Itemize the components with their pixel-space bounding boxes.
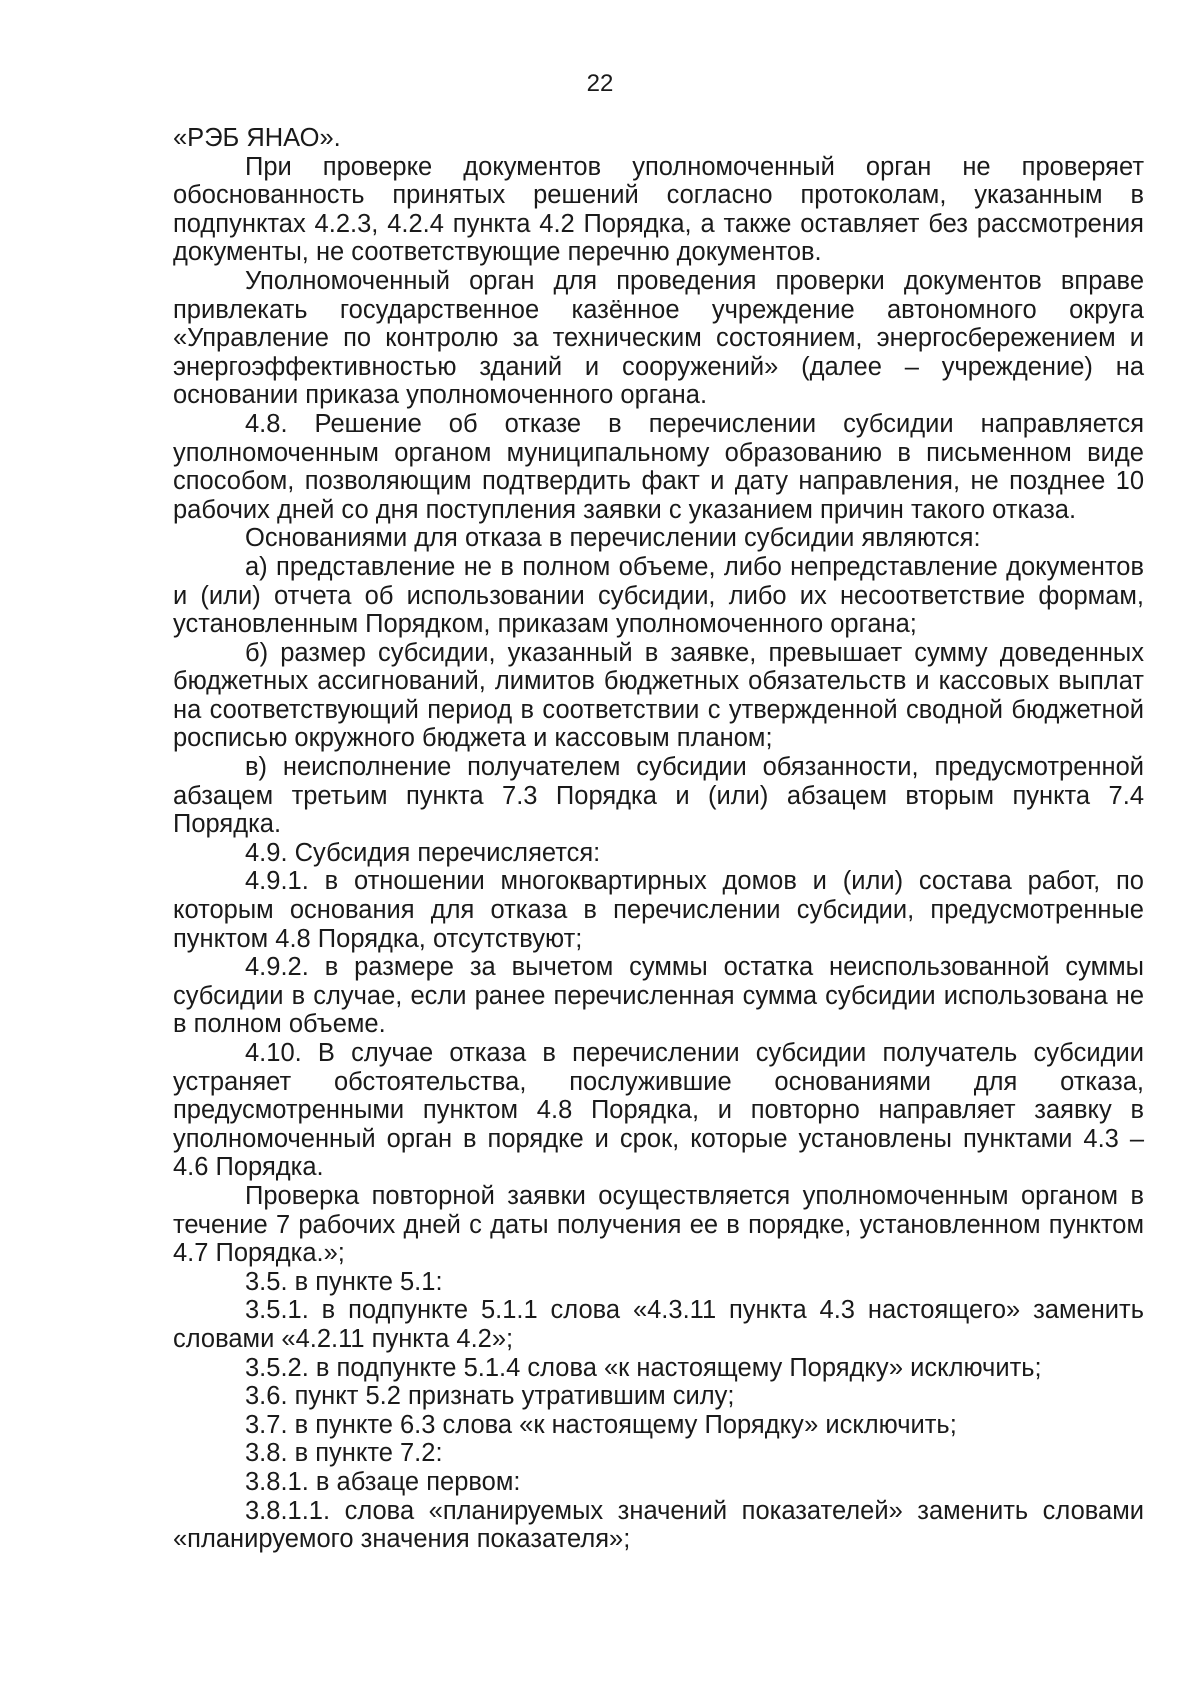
- paragraph-repeat-check: Проверка повторной заявки осуществляется уполномоченным органом в течение 7 рабочих дней с даты получения ее в порядке, установленном пунктом 4.7 Порядка.»;: [173, 1181, 1144, 1268]
- paragraph-4-9-2: 4.9.2. в размере за вычетом суммы остатка неиспользованной суммы субсидии в случае, если ранее перечисленная сумма субсидии использована не в полном объеме.: [173, 953, 1144, 1039]
- page-number: 22: [586, 70, 614, 97]
- paragraph-4-9: 4.9. Субсидия перечисляется:: [245, 838, 601, 867]
- paragraph-4-9-1: 4.9.1. в отношении многоквартирных домов и (или) состава работ, по которым основания для отказа в перечислении субсидии, предусмотренные пунктом 4.8 Порядка, отсутствуют;: [173, 867, 1144, 953]
- paragraph-3-8: 3.8. в пункте 7.2:: [245, 1439, 443, 1468]
- paragraph-4-10: 4.10. В случае отказа в перечислении субсидии получатель субсидии устраняет обстоятельства, послужившие основаниями для отказа, предусмотренными пунктом 4.8 Порядка, и повторно направляет заявку в уполномоченный орган в порядке и срок, которые установлены пунктами 4.3 – 4.6 Порядка.: [173, 1039, 1144, 1182]
- paragraph-3-6: 3.6. пункт 5.2 признать утратившим силу;: [245, 1382, 735, 1411]
- paragraph-3-5-1: 3.5.1. в подпункте 5.1.1 слова «4.3.11 пункта 4.3 настоящего» заменить словами «4.2.11 пункта 4.2»;: [173, 1296, 1144, 1353]
- paragraph-3-5: 3.5. в пункте 5.1:: [245, 1267, 443, 1296]
- paragraph-involve-institution: Уполномоченный орган для проведения проверки документов вправе привлекать государственное казённое учреждение автономного округа «Управление по контролю за техническим состоянием, энергосбережением и энергоэффективностью зданий и сооружений» (далее – учреждение) на основании приказа уполномоченного органа.: [173, 266, 1144, 410]
- paragraph-ground-b: б) размер субсидии, указанный в заявке, превышает сумму доведенных бюджетных ассигнований, лимитов бюджетных обязательств и кассовых выплат на соответствующий период в соответствии с утвержденной сводной бюджетной росписью окружного бюджета и кассовым планом;: [173, 638, 1144, 753]
- document-body: [173, 124, 1144, 1554]
- paragraph-ground-a: а) представление не в полном объеме, либо непредставление документов и (или) отчета об использовании субсидии, либо их несоответствие формам, установленным Порядком, приказам уполномоченного органа;: [173, 552, 1144, 639]
- paragraph-3-8-1-1: 3.8.1.1. слова «планируемых значений показателей» заменить словами «планируемого значения показателя»;: [173, 1496, 1144, 1554]
- paragraph-quote-end: «РЭБ ЯНАО».: [173, 124, 341, 152]
- paragraph-document-check: При проверке документов уполномоченный орган не проверяет обоснованность принятых решений согласно протоколам, указанным в подпунктах 4.2.3, 4.2.4 пункта 4.2 Порядка, а также оставляет без рассмотрения документы, не соответствующие перечню документов.: [173, 152, 1144, 267]
- paragraph-3-8-1: 3.8.1. в абзаце первом:: [245, 1467, 521, 1496]
- paragraph-3-7: 3.7. в пункте 6.3 слова «к настоящему Порядку» исключить;: [245, 1410, 957, 1439]
- paragraph-refusal-grounds: Основаниями для отказа в перечислении субсидии являются:: [245, 524, 981, 553]
- paragraph-4-8: 4.8. Решение об отказе в перечислении субсидии направляется уполномоченным органом муниципальному образованию в письменном виде способом, позволяющим подтвердить факт и дату направления, не позднее 10 рабочих дней со дня поступления заявки с указанием причин такого отказа.: [173, 409, 1144, 524]
- paragraph-3-5-2: 3.5.2. в подпункте 5.1.4 слова «к настоящему Порядку» исключить;: [245, 1353, 1042, 1382]
- paragraph-ground-c: в) неисполнение получателем субсидии обязанности, предусмотренной абзацем третьим пункта 7.3 Порядка и (или) абзацем вторым пункта 7.4 Порядка.: [173, 753, 1144, 839]
